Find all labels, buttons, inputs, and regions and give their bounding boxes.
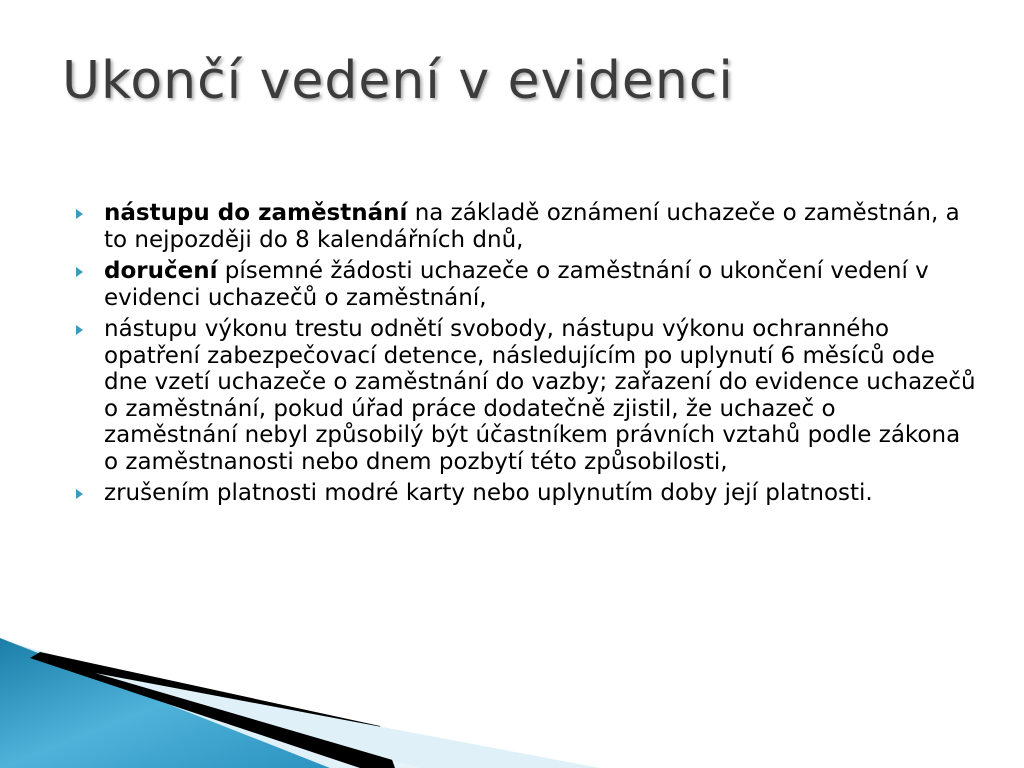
bullet-item [76,480,976,507]
triangle-bullet-icon [76,325,83,335]
bullet-text: zrušením platnosti modré karty nebo uplynutím doby její platnosti. [104,480,873,506]
bullet-item [76,258,976,311]
decorative-swoosh [0,638,1024,768]
bullet-lead: nástupu do zaměstnání [104,200,408,226]
bullet-item [76,200,976,253]
bullet-text: nástupu výkonu trestu odnětí svobody, nástupu výkonu ochranného opatření zabezpečovací detence, následujícím po uplynutí 6 měsíců ode dne vzetí uchazeče o zaměstnání do vazby; zařazení do evidence uchazečů o zaměstnání, pokud úřad práce dodatečně zjistil, že uchazeč o zaměstnání nebyl způsobilý být účastníkem právních vztahů podle zákona o zaměstnanosti nebo dnem pozbytí této způsobilosti, [104,316,976,475]
slide-title: Ukončí vedení v evidenci [62,51,734,111]
bullet-text: na základě oznámení uchazeče o zaměstnán, a to nejpozději do 8 kalendářních dnů, [104,200,960,253]
triangle-bullet-icon [76,209,83,219]
triangle-bullet-icon [76,489,83,499]
bullet-text: písemné žádosti uchazeče o zaměstnání o ukončení vedení v evidenci uchazečů o zaměstnání, [104,258,929,311]
bullet-item [76,316,976,475]
triangle-bullet-icon [76,267,83,277]
bullet-lead: doručení [104,258,218,284]
bullet-list [76,200,976,512]
